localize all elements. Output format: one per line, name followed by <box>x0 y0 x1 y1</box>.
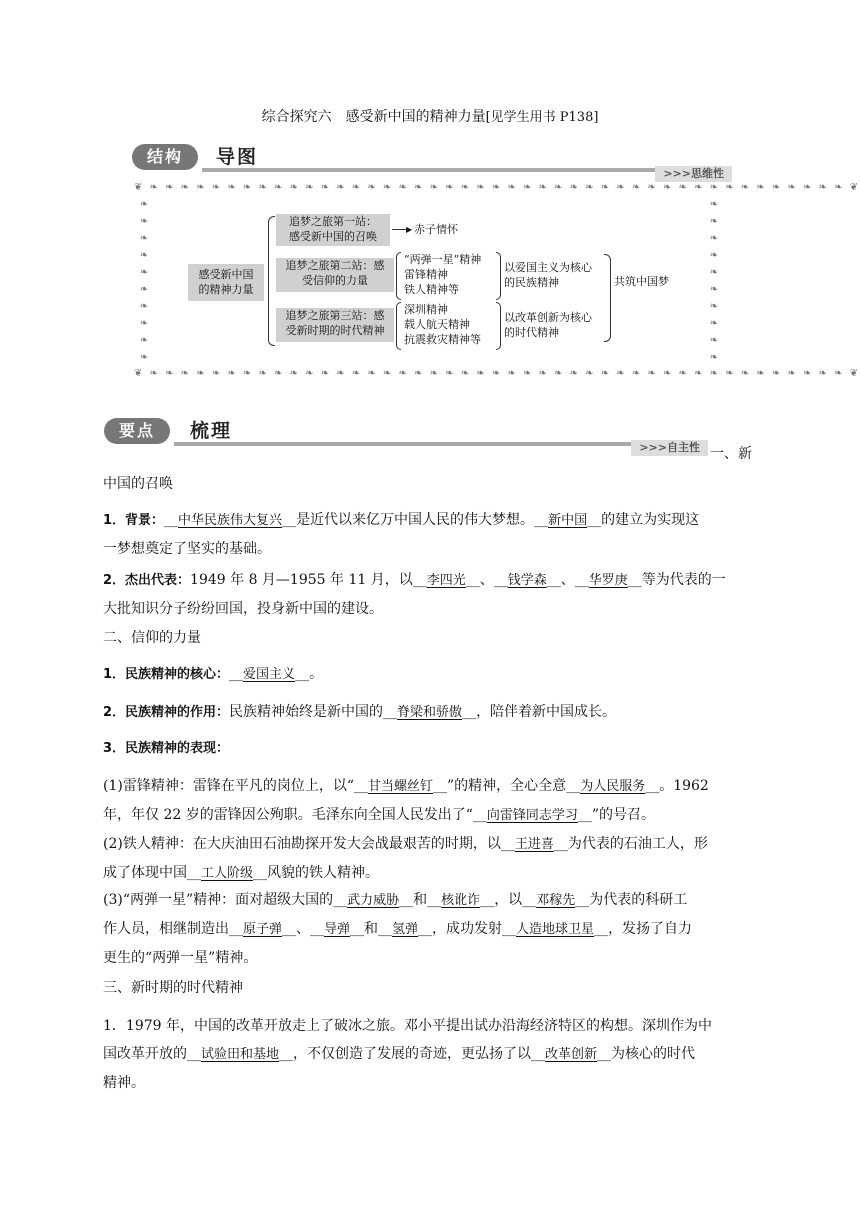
map-root <box>188 264 264 301</box>
paragraph-role: 2．民族精神的作用：民族精神始终是新中国的__脊梁和骄傲__，陪伴着新中国成长。 <box>103 704 617 720</box>
paragraph-manifestations <box>103 734 759 763</box>
answer: 邓稼先 <box>536 893 576 908</box>
text: (2)铁人精神：在大庆油田石油勘探开发大会战最艰苦的时期，以 <box>103 836 501 852</box>
text: ，成功发射 <box>432 921 503 937</box>
paragraph-shenzhen: 1．1979 年，中国的改革开放走上了破冰之旅。邓小平提出试办沿海经济特区的构想。深圳作为中 国改革开放的__试验田和基地__，不仅创造了发展的奇迹，更弘扬了以__改革创新__为核心的时代 精神。 <box>103 1018 712 1091</box>
answer: 向雷锋同志学习 <box>486 808 578 823</box>
text: ，陪伴着新中国成长。 <box>476 704 617 720</box>
label: 2．杰出代表： <box>103 573 191 588</box>
text: 作人员，相继制造出 <box>103 921 229 937</box>
map-stop1-line2: 感受新中国的召唤 <box>289 230 377 243</box>
section1-heading-a: 一、新 <box>710 446 752 462</box>
text: 和 <box>364 921 379 937</box>
text: 民族精神始终是新中国的 <box>229 704 384 720</box>
text: 更生的“两弹一星”精神。 <box>103 950 258 966</box>
text: 是近代以来亿万中国人民的伟大梦想。 <box>296 512 535 528</box>
map-stop3-item: 载人航天精神 <box>404 318 470 331</box>
map-stop2-core-line: 的民族精神 <box>504 276 559 289</box>
label: 3．民族精神的表现： <box>103 741 230 756</box>
answer: 为人民服务 <box>580 779 646 794</box>
map-stop3-line1: 追梦之旅第三站：感 <box>285 309 385 322</box>
section3-heading: 三、新时期的时代精神 <box>103 980 243 996</box>
answer: 王进喜 <box>514 837 554 852</box>
answer: 钱学森 <box>507 573 547 588</box>
paragraph-background: 1．背景：__中华民族伟大复兴__是近代以来亿万中国人民的伟大梦想。__新中国__的建立为实现这 一梦想奠定了坚实的基础。 <box>103 512 700 557</box>
text: ”的精神，全心全意 <box>447 778 567 794</box>
map-root-line1: 感受新中国 <box>198 268 254 281</box>
border-decoration-left: ❧ ❧ ❧ ❧ ❧ ❧ ❧ ❧ ❧ ❧ <box>139 199 149 363</box>
map-stop3-items <box>404 302 481 347</box>
text: 等为代表的一 <box>641 572 726 588</box>
answer: 氢弹 <box>392 922 419 937</box>
map-stop3-line2: 受新时期的时代精神 <box>285 324 385 337</box>
title-ref: [见学生用书 P138] <box>485 110 599 125</box>
label: 1．民族精神的核心： <box>103 667 230 682</box>
map-stop2 <box>276 258 394 292</box>
banner-pill: 要点 <box>104 418 170 444</box>
text: 为代表的科研工 <box>589 892 688 908</box>
label: 2．民族精神的作用： <box>103 705 230 720</box>
text: 为代表的石油工人，形 <box>567 836 708 852</box>
concept-map <box>134 182 860 379</box>
map-stop2-items <box>404 252 481 297</box>
map-stop3-core-line: 的时代精神 <box>504 326 559 339</box>
map-stop3-core-line: 以改革创新为核心 <box>504 311 592 324</box>
section1-heading-b: 中国的召唤 <box>103 476 173 492</box>
keypoints-banner <box>104 418 708 454</box>
banner-line <box>174 442 708 446</box>
border-decoration-bottom: ❦ ❧ ❧ ❧ ❧ ❧ ❧ ❧ ❧ ❧ ❧ ❧ ❧ ❧ ❧ ❧ ❧ ❧ ❧ ❧ ❧ ❧ ❧ ❧ ❧ ❧ ❧ ❧ ❧ ❧ ❧ ❧ ❧ ❧ ❧ ❧ ❧ ❧ ❧ ❧ ❧ ❧ ❧ ❧ ❧ ❧ ❦ <box>134 368 860 379</box>
map-stop1-line1: 追梦之旅第一站： <box>289 215 377 228</box>
map-stop2-core-line: 以爱国主义为核心 <box>504 261 592 274</box>
page-title <box>0 106 860 126</box>
answer: 人造地球卫星 <box>516 922 595 937</box>
map-stop1-leaf: 赤子情怀 <box>414 223 458 236</box>
map-brace-stop3-right <box>496 302 501 350</box>
text: 国改革开放的 <box>103 1046 187 1062</box>
paragraph-leifeng: (1)雷锋精神：雷锋在平凡的岗位上，以“__甘当螺丝钉__”的精神，全心全意__为人民服务__。1962 年，年仅 22 岁的雷锋因公殉职。毛泽东向全国人民发出了“__向雷锋同志学习__”的号召。 <box>103 778 709 823</box>
title-main: 综合探究六 感受新中国的精神力量 <box>261 109 486 125</box>
map-brace-root <box>268 216 275 346</box>
text: 。1962 <box>659 778 709 794</box>
banner-name: 梳理 <box>190 420 233 442</box>
banner-pill: 结构 <box>132 144 198 170</box>
text: 的建立为实现这 <box>601 512 700 528</box>
label: 1．背景： <box>103 513 165 528</box>
text: 大批知识分子纷纷回国，投身新中国的建设。 <box>103 601 383 617</box>
answer: 原子弹 <box>243 922 283 937</box>
answer: 试验田和基地 <box>201 1047 280 1062</box>
map-stop2-line1: 追梦之旅第二站：感 <box>285 259 385 272</box>
answer: 李四光 <box>426 573 466 588</box>
text: 、 <box>296 921 311 937</box>
answer: 导弹 <box>324 922 351 937</box>
banner-line <box>202 168 732 172</box>
map-stop3 <box>276 308 394 342</box>
paragraph-representatives: 2．杰出代表：1949 年 8 月—1955 年 11 月，以__李四光__、__钱学森__、__华罗庚__等为代表的一 大批知识分子纷纷回国，投身新中国的建设。 <box>103 572 726 617</box>
text: 1．1979 年，中国的改革开放走上了破冰之旅。邓小平提出试办沿海经济特区的构想。深圳作为中 <box>103 1018 712 1034</box>
text: 精神。 <box>103 1075 145 1091</box>
map-stop2-core <box>504 260 592 290</box>
answer: 新中国 <box>548 513 588 528</box>
answer: 爱国主义 <box>243 667 296 682</box>
map-stop2-item: 铁人精神等 <box>404 283 459 296</box>
text: ”的号召。 <box>591 807 656 823</box>
answer: 甘当螺丝钉 <box>368 779 434 794</box>
text: ，以 <box>494 892 523 908</box>
map-brace-stop3 <box>396 302 401 350</box>
map-stop2-line2: 受信仰的力量 <box>302 274 368 287</box>
map-arrow <box>392 229 406 230</box>
answer: 武力威胁 <box>347 893 400 908</box>
answer: 改革创新 <box>545 1047 598 1062</box>
text: ，发扬了自力 <box>608 921 693 937</box>
text: 一梦想奠定了坚实的基础。 <box>103 541 271 557</box>
text: 为核心的时代 <box>611 1046 696 1062</box>
map-brace-stop2-right <box>496 252 501 300</box>
text: (1)雷锋精神：雷锋在平凡的岗位上，以“ <box>103 778 354 794</box>
paragraph-core: 1．民族精神的核心：__爱国主义__。 <box>103 666 324 682</box>
map-stop3-item: 抗震救灾精神等 <box>404 333 481 346</box>
map-stop3-core <box>504 310 592 340</box>
map-brace-stop2 <box>396 252 401 300</box>
text: 风貌的铁人精神。 <box>267 865 380 881</box>
map-goal: 共筑中国梦 <box>614 275 669 288</box>
banner-tag: >>>自主性 <box>631 440 708 456</box>
section2-heading: 二、信仰的力量 <box>103 630 201 646</box>
text: 年，年仅 22 岁的雷锋因公殉职。毛泽东向全国人民发出了“ <box>103 807 473 823</box>
map-stop1 <box>276 214 390 246</box>
text: 1949 年 8 月—1955 年 11 月，以 <box>190 572 413 588</box>
text: 成了体现中国 <box>103 865 187 881</box>
text: ，不仅创造了发展的奇迹，更弘扬了以 <box>293 1046 532 1062</box>
banner-tag: >>>思维性 <box>655 166 732 182</box>
answer: 工人阶级 <box>201 866 254 881</box>
answer: 华罗庚 <box>588 573 628 588</box>
structure-banner <box>132 144 732 180</box>
banner-name: 导图 <box>216 146 259 168</box>
answer: 中华民族伟大复兴 <box>178 513 283 528</box>
map-stop2-item: 雷锋精神 <box>404 268 448 281</box>
arrow-head-icon: ▶ <box>406 225 413 234</box>
answer: 脊梁和骄傲 <box>397 705 463 720</box>
map-stop2-item: “两弹一星”精神 <box>404 253 482 266</box>
border-decoration-right: ❧ ❧ ❧ ❧ ❧ ❧ ❧ ❧ ❧ ❧ <box>709 199 719 363</box>
text: 和 <box>413 892 428 908</box>
paragraph-ironman: (2)铁人精神：在大庆油田石油勘探开发大会战最艰苦的时期，以__王进喜__为代表的石油工人，形 成了体现中国__工人阶级__风貌的铁人精神。 <box>103 836 708 881</box>
border-decoration-top: ❦ ❧ ❧ ❧ ❧ ❧ ❧ ❧ ❧ ❧ ❧ ❧ ❧ ❧ ❧ ❧ ❧ ❧ ❧ ❧ ❧ ❧ ❧ ❧ ❧ ❧ ❧ ❧ ❧ ❧ ❧ ❧ ❧ ❧ ❧ ❧ ❧ ❧ ❧ ❧ ❧ ❧ ❧ ❧ ❧ ❧ ❦ <box>134 182 860 193</box>
text: (3)“两弹一星”精神：面对超级大国的 <box>103 892 334 908</box>
text: 。 <box>309 666 324 682</box>
map-brace-goal <box>604 254 611 342</box>
paragraph-two-bombs: (3)“两弹一星”精神：面对超级大国的__武力威胁__和__核讹诈__，以__邓稼先__为代表的科研工 作人员，相继制造出__原子弹__、__导弹__和__氢弹__，成功发射__人造地球卫星__，发扬了自力 更生的“两弹一星”精神。 <box>103 892 693 966</box>
answer: 核讹诈 <box>441 893 481 908</box>
map-stop3-item: 深圳精神 <box>404 303 448 316</box>
map-root-line2: 的精神力量 <box>198 283 254 296</box>
